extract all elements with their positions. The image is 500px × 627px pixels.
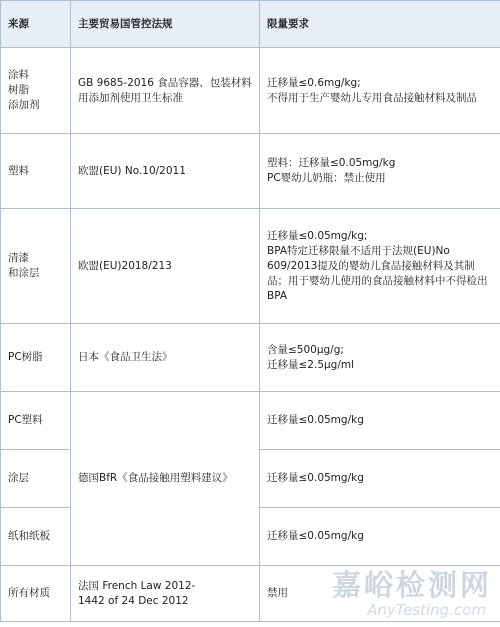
source-cell: PC树脂 bbox=[1, 324, 71, 392]
table-row bbox=[1, 392, 500, 450]
header-source: 来源 bbox=[1, 1, 71, 48]
table-header-row bbox=[1, 1, 500, 48]
table-row bbox=[1, 209, 500, 324]
source-cell: 塑料 bbox=[1, 134, 71, 209]
table-row bbox=[1, 48, 500, 134]
limit-cell: 塑料：迁移量≤0.05mg/kg PC婴幼儿奶瓶：禁止使用 bbox=[260, 134, 500, 209]
header-limit: 限量要求 bbox=[260, 1, 500, 48]
watermark-name-en: AnyTesting.com bbox=[367, 601, 486, 619]
source-cell: 所有材质 bbox=[1, 566, 71, 622]
regulation-cell: 德国BfR《食品接触用塑料建议》 bbox=[71, 392, 260, 566]
source-cell: PC塑料 bbox=[1, 392, 71, 450]
limit-cell: 禁用 bbox=[260, 566, 500, 622]
watermark-name-cn: 嘉峪检测网 bbox=[331, 568, 492, 602]
table-row bbox=[1, 134, 500, 209]
regulation-cell: 法国 French Law 2012- 1442 of 24 Dec 2012 bbox=[71, 566, 260, 622]
source-cell: 涂料 树脂 添加剂 bbox=[1, 48, 71, 134]
limit-cell: 迁移量≤0.05mg/kg bbox=[260, 392, 500, 450]
limit-cell: 含量≤500μg/g; 迁移量≤2.5μg/ml bbox=[260, 324, 500, 392]
regulation-cell: 欧盟(EU) No.10/2011 bbox=[71, 134, 260, 209]
limit-cell: 迁移量≤0.05mg/kg; BPA特定迁移限量不适用于法规(EU)No 609/2013提及的婴幼儿食品接触材料及其制品；用于婴幼儿使用的食品接触材料中不得检出BPA bbox=[260, 209, 500, 324]
limit-cell: 迁移量≤0.05mg/kg bbox=[260, 508, 500, 566]
table-row bbox=[1, 324, 500, 392]
regulation-cell: 日本《食品卫生法》 bbox=[71, 324, 260, 392]
table-row bbox=[1, 566, 500, 622]
source-cell: 涂层 bbox=[1, 450, 71, 508]
limit-cell: 迁移量≤0.6mg/kg; 不得用于生产婴幼儿专用食品接触材料及制品 bbox=[260, 48, 500, 134]
regulation-cell: 欧盟(EU)2018/213 bbox=[71, 209, 260, 324]
regulation-cell: GB 9685-2016 食品容器、包装材料用添加剂使用卫生标准 bbox=[71, 48, 260, 134]
source-cell: 纸和纸板 bbox=[1, 508, 71, 566]
source-cell: 清漆 和涂层 bbox=[1, 209, 71, 324]
header-regulation: 主要贸易国管控法规 bbox=[71, 1, 260, 48]
limit-cell: 迁移量≤0.05mg/kg bbox=[260, 450, 500, 508]
